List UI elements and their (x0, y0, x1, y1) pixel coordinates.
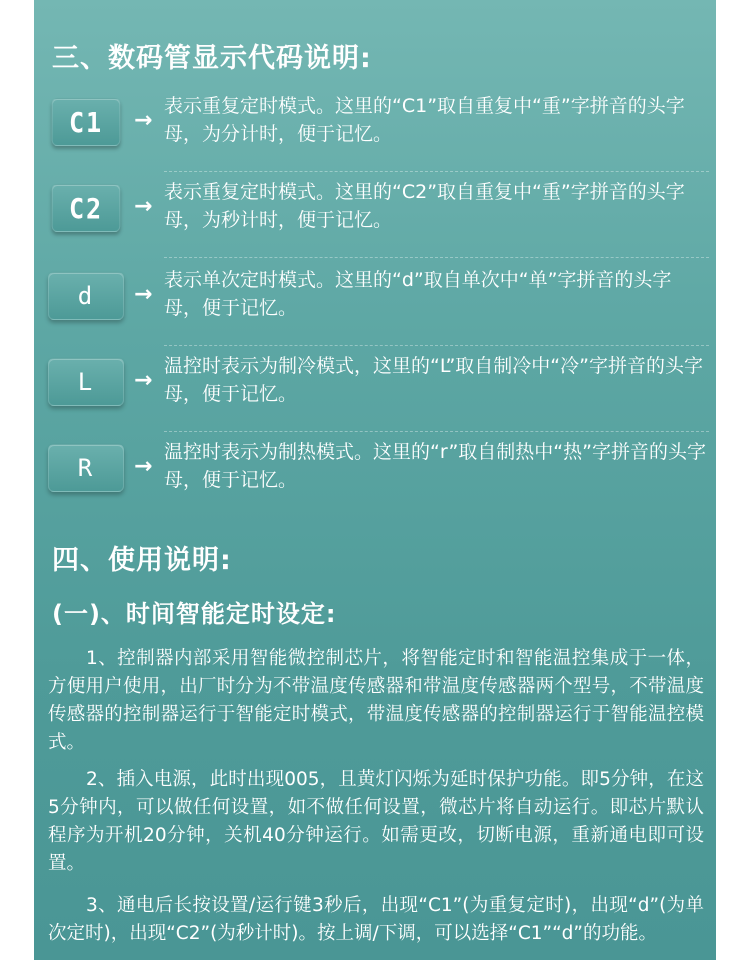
code-badge-r: R (48, 444, 124, 492)
content-panel (34, 0, 716, 960)
divider (164, 257, 709, 258)
code-description: 温控时表示为制热模式。这里的“r”取自制热中“热”字拼音的头字母，便于记忆。 (164, 441, 706, 491)
code-row-l (48, 348, 708, 432)
code-row-r (48, 434, 708, 518)
paragraph-3: 3、通电后长按设置/运行键3秒后，出现“C1”(为重复定时)，出现“d”(为单次定时)，出现“C2”(为秒计时)。按上调/下调，可以选择“C1”“d”的功能。 (48, 895, 704, 944)
divider (164, 171, 709, 172)
section-title-display-codes: 三、数码管显示代码说明: (52, 43, 372, 74)
code-row-d (48, 262, 708, 346)
code-description: 表示重复定时模式。这里的“C1”取自重复中“重”字拼音的头字母，为分计时，便于记忆。 (164, 95, 685, 145)
arrow-right-icon: → (134, 282, 153, 307)
code-description: 表示重复定时模式。这里的“C2”取自重复中“重”字拼音的头字母，为秒计时，便于记忆。 (164, 181, 685, 231)
divider (164, 431, 709, 432)
arrow-right-icon: → (134, 194, 153, 219)
paragraph-1: 1、控制器内部采用智能微控制芯片，将智能定时和智能温控集成于一体，方便用户使用，出厂时分为不带温度传感器和带温度传感器两个型号，不带温度传感器的控制器运行于智能定时模式，带温度传感器的控制器运行于智能温控模式。 (48, 648, 704, 753)
paragraph-2: 2、插入电源，此时出现005，且黄灯闪烁为延时保护功能。即5分钟，在这5分钟内，可以做任何设置，如不做任何设置，微芯片将自动运行。即芯片默认程序为开机20分钟，关机40分钟运行。如需更改，切断电源，重新通电即可设置。 (48, 769, 704, 874)
arrow-right-icon: → (134, 454, 153, 479)
arrow-right-icon: → (134, 108, 153, 133)
arrow-right-icon: → (134, 368, 153, 393)
code-row-c2 (48, 174, 708, 258)
subsection-title-timer-setting: (一)、时间智能定时设定: (52, 600, 337, 628)
code-description: 表示单次定时模式。这里的“d”取自单次中“单”字拼音的头字母，便于记忆。 (164, 269, 672, 319)
divider (164, 345, 709, 346)
code-badge-l: L (48, 358, 124, 406)
code-badge-c2: C2 (52, 184, 120, 232)
code-description: 温控时表示为制冷模式，这里的“L”取自制冷中“冷”字拼音的头字母，便于记忆。 (164, 355, 703, 405)
section-title-usage: 四、使用说明: (52, 545, 232, 576)
code-badge-c1: C1 (52, 98, 120, 146)
code-badge-d: d (48, 272, 124, 320)
code-row-c1 (48, 88, 708, 172)
